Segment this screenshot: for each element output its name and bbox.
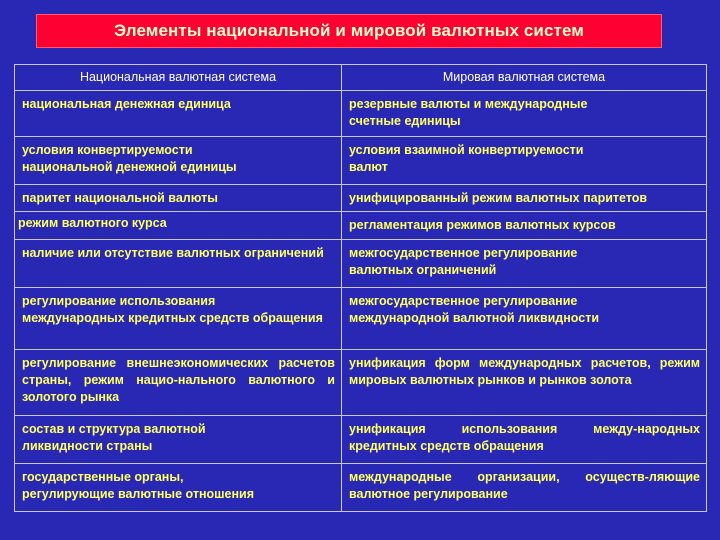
- national-cell: состав и структура валютной ликвидности страны: [15, 416, 342, 464]
- table-row: [15, 212, 707, 240]
- national-cell: режим валютного курса: [15, 212, 342, 240]
- column-header-national: Национальная валютная система: [15, 65, 342, 91]
- world-cell: резервные валюты и международные счетные единицы: [342, 91, 707, 137]
- world-cell: унифицированный режим валютных паритетов: [342, 185, 707, 212]
- national-cell: наличие или отсутствие валютных ограничений: [15, 240, 342, 288]
- table-row: [15, 240, 707, 288]
- table-row: [15, 464, 707, 512]
- national-cell: паритет национальной валюты: [15, 185, 342, 212]
- national-cell: государственные органы, регулирующие валютные отношения: [15, 464, 342, 512]
- table-row: [15, 350, 707, 416]
- world-cell: условия взаимной конвертируемости валют: [342, 137, 707, 185]
- table-row: [15, 288, 707, 350]
- table-row: [15, 416, 707, 464]
- world-cell: межгосударственное регулирование международной валютной ликвидности: [342, 288, 707, 350]
- world-cell: унификация использования между-народных кредитных средств обращения: [342, 416, 707, 464]
- title-bar: [36, 14, 662, 48]
- national-cell: национальная денежная единица: [15, 91, 342, 137]
- page-title: Элементы национальной и мировой валютных систем: [114, 21, 584, 40]
- world-cell: регламентация режимов валютных курсов: [342, 212, 707, 240]
- world-cell: унификация форм международных расчетов, режим мировых валютных рынков и рынков золота: [342, 350, 707, 416]
- table-row: [15, 137, 707, 185]
- national-cell: условия конвертируемости национальной денежной единицы: [15, 137, 342, 185]
- table-row: [15, 91, 707, 137]
- column-header-world: Мировая валютная система: [342, 65, 707, 91]
- national-cell: регулирование внешнеэкономических расчетов страны, режим нацио-нального валютного и золотого рынка: [15, 350, 342, 416]
- world-cell: международные организации, осуществ-ляющие валютное регулирование: [342, 464, 707, 512]
- table-row: [15, 185, 707, 212]
- comparison-table: [14, 64, 707, 512]
- world-cell: межгосударственное регулирование валютных ограничений: [342, 240, 707, 288]
- table-header-row: [15, 65, 707, 91]
- national-cell: регулирование использования международных кредитных средств обращения: [15, 288, 342, 350]
